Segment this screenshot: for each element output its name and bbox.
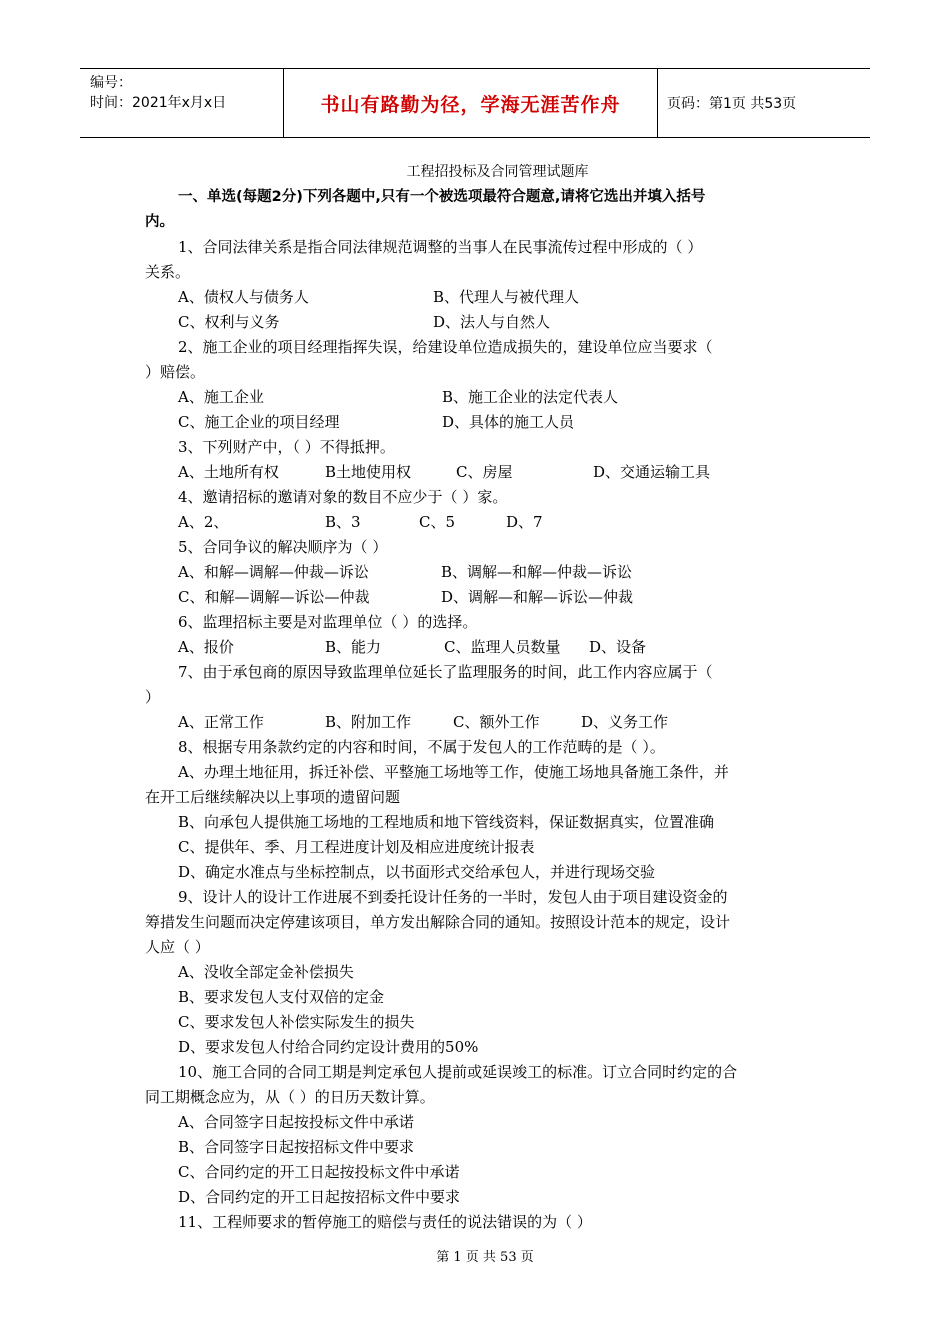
option-b: B、代理人与被代理人	[433, 288, 580, 306]
option-b: B、调解—和解—仲裁—诉讼	[441, 563, 633, 581]
option-b: B、附加工作	[325, 713, 412, 731]
page-footer: 第 1 页 共 53 页	[436, 1250, 534, 1265]
document-body	[145, 160, 810, 1235]
page-header	[80, 68, 870, 138]
question-10: 10、施工合同的合同工期是判定承包人提前或延误竣工的标准。订立合同时约定的合	[178, 1063, 738, 1081]
option-a: A、办理土地征用，拆迁补偿、平整施工场地等工作，使施工场地具备施工条件，并	[178, 763, 729, 781]
question-7-options	[145, 710, 810, 735]
option-c: C、权利与义务	[178, 313, 280, 331]
option-a: A、债权人与债务人	[178, 288, 309, 306]
question-2-cont: ）赔偿。	[145, 363, 206, 381]
option-b: B、3	[325, 513, 361, 531]
option-d: D、交通运输工具	[593, 463, 711, 481]
option-d: D、要求发包人付给合同约定设计费用的50%	[178, 1038, 479, 1056]
section-heading: 一、单选(每题2分)下列各题中,只有一个被选项最符合题意,请将它选出并填入括号	[178, 189, 706, 205]
option-c: C、监理人员数量	[444, 638, 561, 656]
doc-number-label: 编号：	[90, 75, 132, 91]
doc-time-label: 时间：2021年x月x日	[90, 95, 227, 111]
question-3: 3、下列财产中，（ ）不得抵押。	[178, 438, 395, 456]
option-c: C、和解—调解—诉讼—仲裁	[178, 588, 370, 606]
question-9-cont-2: 人应（ ）	[145, 938, 210, 956]
option-b: B、能力	[325, 638, 382, 656]
option-d: D、合同约定的开工日起按招标文件中要求	[178, 1188, 461, 1206]
question-2-options	[145, 385, 810, 410]
option-d: D、设备	[589, 638, 647, 656]
header-motto: 书山有路勤为径，学海无涯苦作舟	[283, 69, 658, 137]
question-4: 4、邀请招标的邀请对象的数目不应少于（ ）家。	[178, 488, 508, 506]
question-8: 8、根据专用条款约定的内容和时间，不属于发包人的工作范畴的是（ ）。	[178, 738, 665, 756]
option-d: D、确定水准点与坐标控制点，以书面形式交给承包人，并进行现场交验	[178, 863, 656, 881]
option-c: C、提供年、季、月工程进度计划及相应进度统计报表	[178, 838, 535, 856]
option-a: A、正常工作	[178, 713, 264, 731]
question-3-options	[145, 460, 810, 485]
question-6-options	[145, 635, 810, 660]
header-info	[80, 69, 283, 137]
option-b: B、施工企业的法定代表人	[442, 388, 619, 406]
option-c: C、额外工作	[453, 713, 540, 731]
option-b: B、要求发包人支付双倍的定金	[178, 988, 385, 1006]
question-10-cont: 同工期概念应为，从（ ）的日历天数计算。	[145, 1088, 435, 1106]
question-6: 6、监理招标主要是对监理单位（ ）的选择。	[178, 613, 478, 631]
option-a: A、和解—调解—仲裁—诉讼	[178, 563, 369, 581]
question-7-cont: ）	[145, 688, 161, 706]
question-9-cont: 筹措发生问题而决定停建该项目，单方发出解除合同的通知。按照设计范本的规定，设计	[145, 913, 731, 931]
question-2-options-2	[145, 410, 810, 435]
option-c: C、要求发包人补偿实际发生的损失	[178, 1013, 415, 1031]
option-c: C、合同约定的开工日起按投标文件中承诺	[178, 1163, 460, 1181]
question-1-options-2	[145, 310, 810, 335]
question-7: 7、由于承包商的原因导致监理单位延长了监理服务的时间，此工作内容应属于（	[178, 663, 713, 681]
doc-title: 工程招投标及合同管理试题库	[406, 164, 589, 180]
option-a: A、没收全部定金补偿损失	[178, 963, 354, 981]
option-b: B土地使用权	[325, 463, 412, 481]
option-a: A、施工企业	[178, 388, 264, 406]
option-b: B、向承包人提供施工场地的工程地质和地下管线资料，保证数据真实，位置准确	[178, 813, 715, 831]
option-a: A、报价	[178, 638, 234, 656]
header-page-label: 页码：第1页 共53页	[667, 96, 797, 112]
option-d: D、义务工作	[581, 713, 669, 731]
option-a: A、合同签字日起按投标文件中承诺	[178, 1113, 414, 1131]
question-9: 9、设计人的设计工作进展不到委托设计任务的一半时，发包人由于项目建设资金的	[178, 888, 728, 906]
question-5: 5、合同争议的解决顺序为（ ）	[178, 538, 388, 556]
question-5-options	[145, 560, 810, 585]
option-c: C、房屋	[456, 463, 513, 481]
question-1-cont: 关系。	[145, 263, 191, 281]
question-5-options-2	[145, 585, 810, 610]
option-d: D、法人与自然人	[433, 313, 551, 331]
option-d: D、7	[506, 513, 543, 531]
question-2: 2、施工企业的项目经理指挥失误，给建设单位造成损失的，建设单位应当要求（	[178, 338, 713, 356]
option-a-cont: 在开工后继续解决以上事项的遗留问题	[145, 788, 401, 806]
option-a: A、2、	[178, 513, 229, 531]
section-heading-cont: 内。	[145, 214, 174, 230]
option-c: C、5	[419, 513, 456, 531]
question-4-options	[145, 510, 810, 535]
question-1-options	[145, 285, 810, 310]
option-c: C、施工企业的项目经理	[178, 413, 340, 431]
option-d: D、调解—和解—诉讼—仲裁	[441, 588, 634, 606]
option-a: A、土地所有权	[178, 463, 279, 481]
question-1: 1、合同法律关系是指合同法律规范调整的当事人在民事流传过程中形成的（ ）	[178, 238, 703, 256]
question-11: 11、工程师要求的暂停施工的赔偿与责任的说法错误的为（ ）	[178, 1213, 592, 1231]
option-d: D、具体的施工人员	[442, 413, 575, 431]
option-b: B、合同签字日起按招标文件中要求	[178, 1138, 415, 1156]
